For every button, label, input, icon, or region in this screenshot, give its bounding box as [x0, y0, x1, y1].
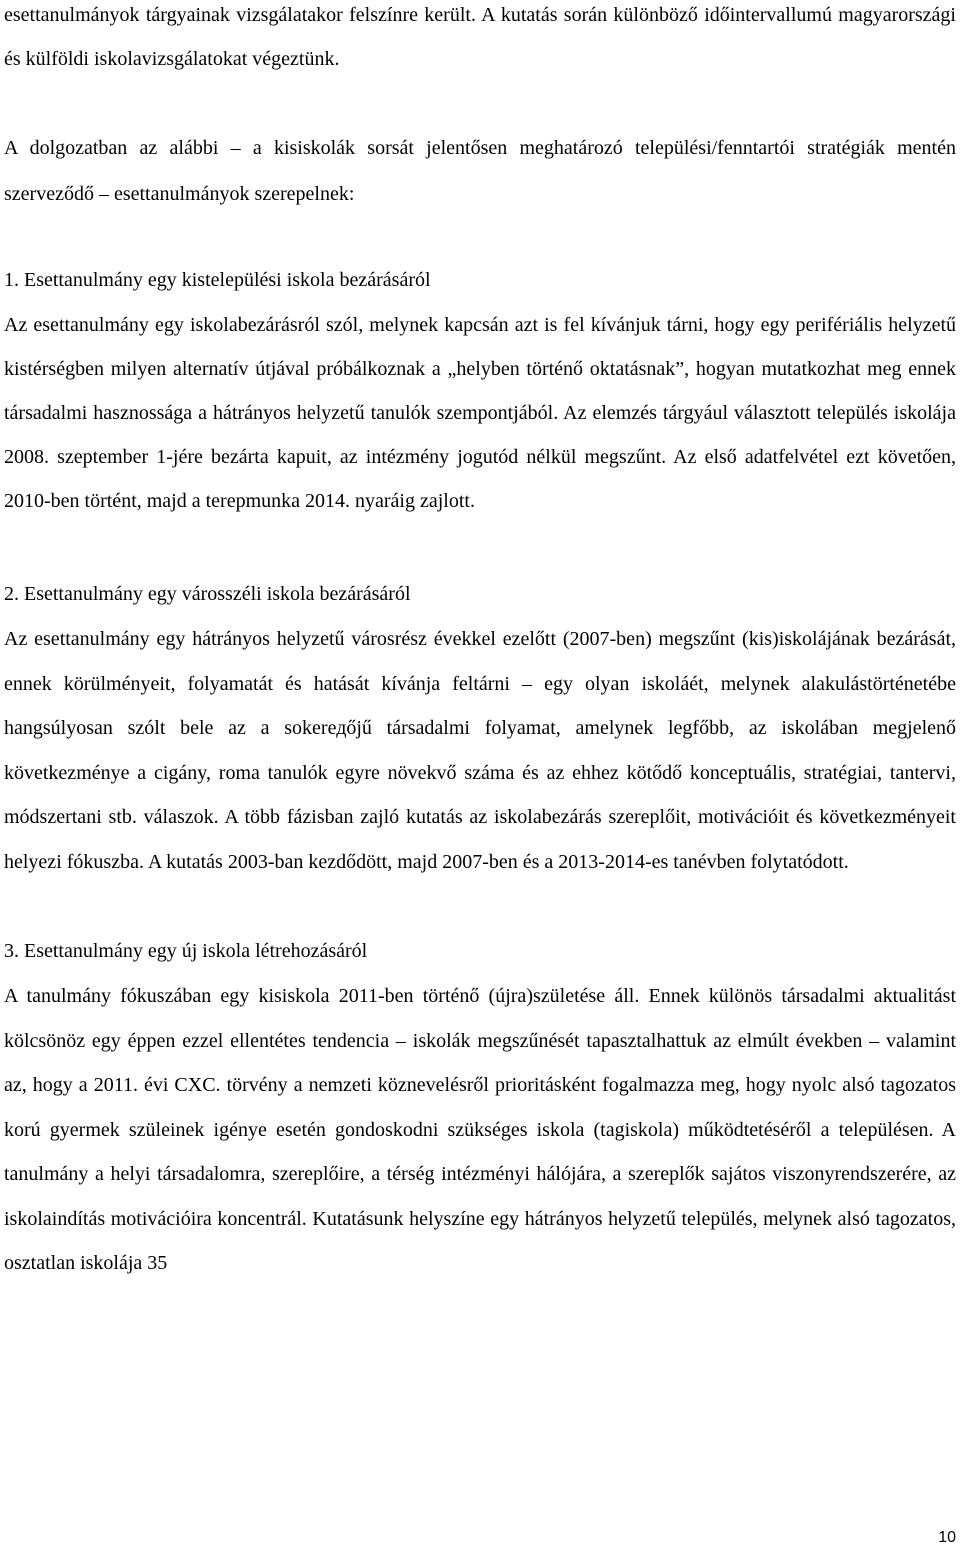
case-study-1-body: Az esettanulmány egy iskolabezárásról szól, melynek kapcsán azt is fel kívánjuk tárni, hogy egy perifériális helyzetű kistérségben milyen alternatív útjával próbálkoznak a „helyben történő oktatásnak”, hogyan mutatkozhat meg ennek társadalmi hasznossága a hátrányos helyzetű tanulók szempontjából. Az elemzés tárgyául választott település iskolája 2008. szeptember 1-jére bezárta kapuit, az intézmény jogutód nélkül megszűnt. Az első adatfelvétel ezt követően, 2010-ben történt, majd a terepmunka 2014. nyaráig zajlott. [4, 314, 956, 512]
intro-paragraph: esettanulmányok tárgyainak vizsgálatakor felszínre került. A kutatás során különböző időintervallumú magyarországi és külföldi iskolavizsgálatokat végeztünk. [4, 4, 956, 70]
case-study-2 [4, 571, 956, 884]
case-study-3-body: A tanulmány fókuszában egy kisiskola 2011-ben történő (újra)születése áll. Ennek különös társadalmi aktualitást kölcsönöz egy éppen ezzel ellentétes tendencia – iskolák megszűnését tapasztalhattuk az elmúlt években – valamint az, hogy a 2011. évi CXC. törvény a nemzeti köznevelésről prioritásként fogalmazza meg, hogy nyolc alsó tagozatos korú gyermek szüleinek igénye esetén gondoskodni szükséges iskola (tagiskola) működtetéséről a településen. A tanulmány a helyi társadalomra, szereplőire, a térség intézményi hálójára, a szereplők sajátos viszonyrendszerére, az iskolaindítás motivációira koncentrál. Kutatásunk helyszíne egy hátrányos helyzetű település, melynek alsó tagozatos, osztatlan iskolája 35 [4, 985, 956, 1274]
lead-paragraph: A dolgozatban az alábbi – a kisiskolák sorsát jelentősen meghatározó települési/fenntartói stratégiák mentén szerveződő – esettanulmányok szerepelnek: [4, 137, 956, 205]
case-study-1-heading: 1. Esettanulmány egy kistelepülési iskola bezárásáról [4, 269, 431, 291]
case-study-2-heading: 2. Esettanulmány egy városszéli iskola bezárásáról [4, 583, 411, 605]
case-study-1 [4, 257, 956, 523]
page-number: 10 [938, 1529, 956, 1546]
case-study-3-heading: 3. Esettanulmány egy új iskola létrehozásáról [4, 940, 368, 962]
document-page [4, 0, 956, 1286]
case-study-2-body: Az esettanulmány egy hátrányos helyzetű városrész évekkel ezelőtt (2007-ben) megszűnt (kis)iskolájának bezárását, ennek körülményeit, folyamatát és hatását kívánja feltárni – egy olyan iskoláét, melynek alakulástörténetébe hangsúlyosan szólt bele az a sokerедőjű társadalmi folyamat, amelynek legfőbb, az iskolában megjelenő következménye a cigány, roma tanulók egyre növekvő száma és az ehhez kötődő konceptuális, stratégiai, tantervi, módszertani stb. válaszok. A több fázisban zajló kutatás az iskolabezárás szereplőit, motivációit és következményeit helyezi fókuszba. A kutatás 2003-ban kezdődött, majd 2007-ben és a 2013-2014-es tanévben folytatódott. [4, 628, 956, 873]
case-study-3 [4, 928, 956, 1286]
